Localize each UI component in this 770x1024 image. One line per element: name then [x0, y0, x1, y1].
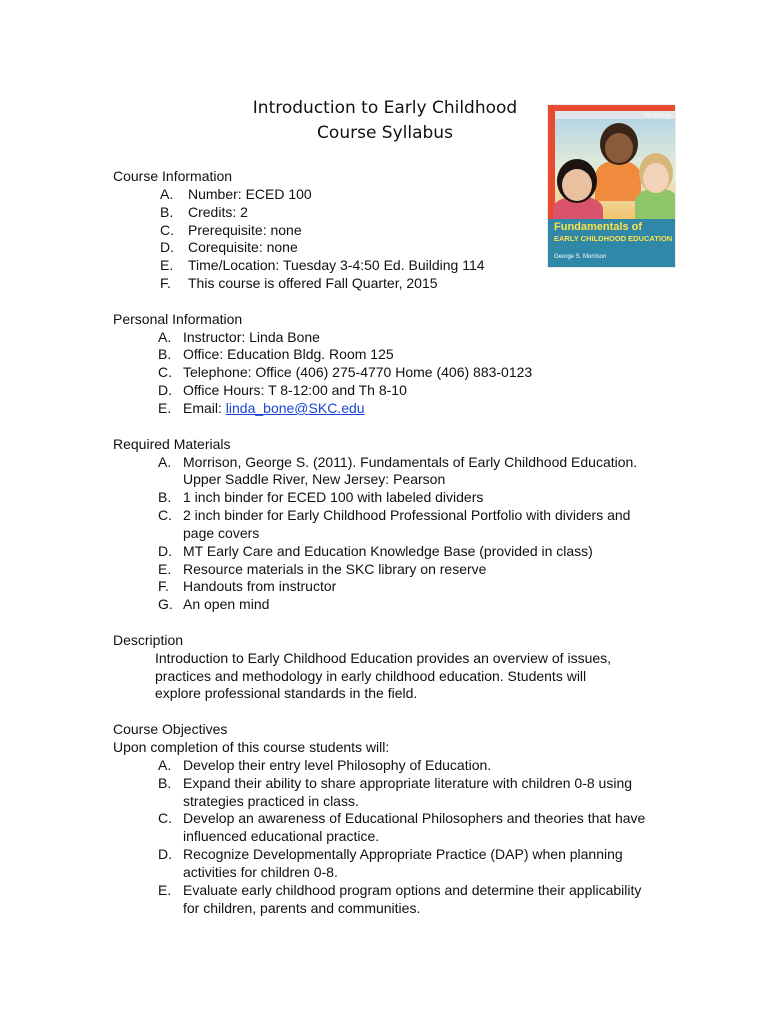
item-text: Expand their ability to share appropriate literature with children 0-8 using strategies practiced in class.: [183, 774, 633, 809]
list-item: [113, 222, 673, 240]
item-text: Credits: 2: [188, 203, 248, 220]
list-item: [113, 364, 673, 382]
title-line-2: Course Syllabus: [317, 123, 453, 143]
item-text: 1 inch binder for ECED 100 with labeled dividers: [183, 489, 484, 506]
course-objectives-section: [113, 721, 673, 917]
item-text: An open mind: [183, 596, 270, 613]
list-item: [113, 846, 673, 882]
item-letter: E.: [158, 399, 172, 416]
item-letter: F.: [160, 275, 171, 292]
item-letter: E.: [160, 257, 174, 274]
list-item: [113, 454, 673, 490]
item-text: Time/Location: Tuesday 3-4:50 Ed. Building 114: [188, 257, 485, 274]
item-letter: D.: [158, 542, 172, 559]
section-heading: Course Objectives: [113, 721, 228, 738]
item-text: This course is offered Fall Quarter, 2015: [188, 275, 438, 292]
list-item: [113, 275, 673, 293]
item-letter: C.: [158, 507, 172, 524]
item-letter: B.: [160, 203, 174, 220]
cover-author: George S. Morrison: [554, 254, 607, 260]
item-text: Office: Education Bldg. Room 125: [183, 346, 394, 363]
list-item: [113, 489, 673, 507]
section-heading: Required Materials: [113, 435, 231, 452]
required-materials-section: [113, 436, 673, 614]
email-label: Email:: [183, 399, 226, 416]
item-letter: F.: [158, 578, 169, 595]
item-letter: B.: [158, 489, 172, 506]
item-text: Morrison, George S. (2011). Fundamentals of Early Childhood Education. Upper Saddle River, New Jersey: Pearson: [183, 453, 638, 488]
item-letter: C.: [160, 221, 174, 238]
cover-title-line-1: Fundamentals of: [554, 221, 643, 233]
item-text: Develop their entry level Philosophy of Education.: [183, 756, 492, 773]
item-letter: D.: [158, 382, 172, 399]
item-letter: D.: [158, 846, 172, 863]
item-letter: G.: [158, 596, 173, 613]
item-letter: A.: [158, 453, 172, 470]
list-item: [113, 346, 673, 364]
item-letter: A.: [158, 328, 172, 345]
item-text: Handouts from instructor: [183, 578, 337, 595]
item-letter: B.: [158, 346, 172, 363]
document-title: [200, 96, 570, 146]
personal-information-list: [113, 329, 673, 418]
item-letter: C.: [158, 810, 172, 827]
list-item: [113, 204, 673, 222]
list-item: [113, 596, 673, 614]
item-text: Resource materials in the SKC library on reserve: [183, 560, 487, 577]
section-heading: Personal Information: [113, 310, 243, 327]
list-item: [113, 186, 673, 204]
section-heading: Course Information: [113, 168, 233, 184]
list-item-email: [113, 400, 673, 418]
list-item: [113, 507, 673, 543]
item-letter: B.: [158, 774, 172, 791]
title-line-1: Introduction to Early Childhood: [252, 98, 518, 118]
item-letter: C.: [158, 364, 172, 381]
item-letter: E.: [158, 881, 172, 898]
course-objectives-list: [113, 757, 673, 918]
personal-information-section: [113, 311, 673, 418]
list-item: [113, 382, 673, 400]
cover-top-bar: [548, 105, 675, 111]
cover-title-line-2: EARLY CHILDHOOD EDUCATION: [554, 234, 673, 243]
list-item: [113, 757, 673, 775]
syllabus-content: [113, 168, 673, 917]
list-item: [113, 775, 673, 811]
item-letter: A.: [160, 185, 174, 202]
item-letter: D.: [160, 239, 174, 256]
description-text: Introduction to Early Childhood Education provides an overview of issues, practices and methodology in early childhood education. Students will explore professional standards in the field.: [155, 649, 612, 702]
list-item: [113, 329, 673, 347]
item-text: Telephone: Office (406) 275-4770 Home (406) 883-0123: [183, 364, 533, 381]
list-item: [113, 810, 673, 846]
description-section: [113, 632, 673, 703]
item-text: Recognize Developmentally Appropriate Practice (DAP) when planning activities for children 0-8.: [183, 846, 623, 880]
course-information-section: [113, 168, 673, 293]
cover-edition: 9th Edition: [644, 113, 671, 119]
item-text: Office Hours: T 8-12:00 and Th 8-10: [183, 382, 407, 399]
list-item: [113, 561, 673, 579]
course-information-list: [113, 186, 673, 293]
objectives-intro: Upon completion of this course students will:: [113, 739, 390, 755]
item-text: Evaluate early childhood program options and determine their applicability for children, parents and communities.: [183, 881, 642, 916]
section-heading: Description: [113, 631, 184, 648]
item-letter: A.: [158, 756, 172, 773]
item-text: 2 inch binder for Early Childhood Professional Portfolio with dividers and page covers: [183, 507, 631, 541]
item-text: Corequisite: none: [188, 239, 298, 256]
item-text: MT Early Care and Education Knowledge Base (provided in class): [183, 542, 593, 559]
list-item: [113, 239, 673, 257]
required-materials-list: [113, 454, 673, 615]
item-text: Prerequisite: none: [188, 221, 302, 238]
list-item: [113, 543, 673, 561]
item-text: Develop an awareness of Educational Philosophers and theories that have influenced educational practice.: [183, 810, 646, 845]
cover-child-face: [605, 133, 633, 163]
list-item: [113, 882, 673, 918]
email-link[interactable]: linda_bone@SKC.edu: [225, 399, 365, 416]
item-text: Number: ECED 100: [188, 185, 312, 202]
item-letter: E.: [158, 560, 172, 577]
item-text: [183, 400, 673, 418]
item-text: Instructor: Linda Bone: [183, 328, 320, 345]
list-item: [113, 257, 673, 275]
list-item: [113, 578, 673, 596]
